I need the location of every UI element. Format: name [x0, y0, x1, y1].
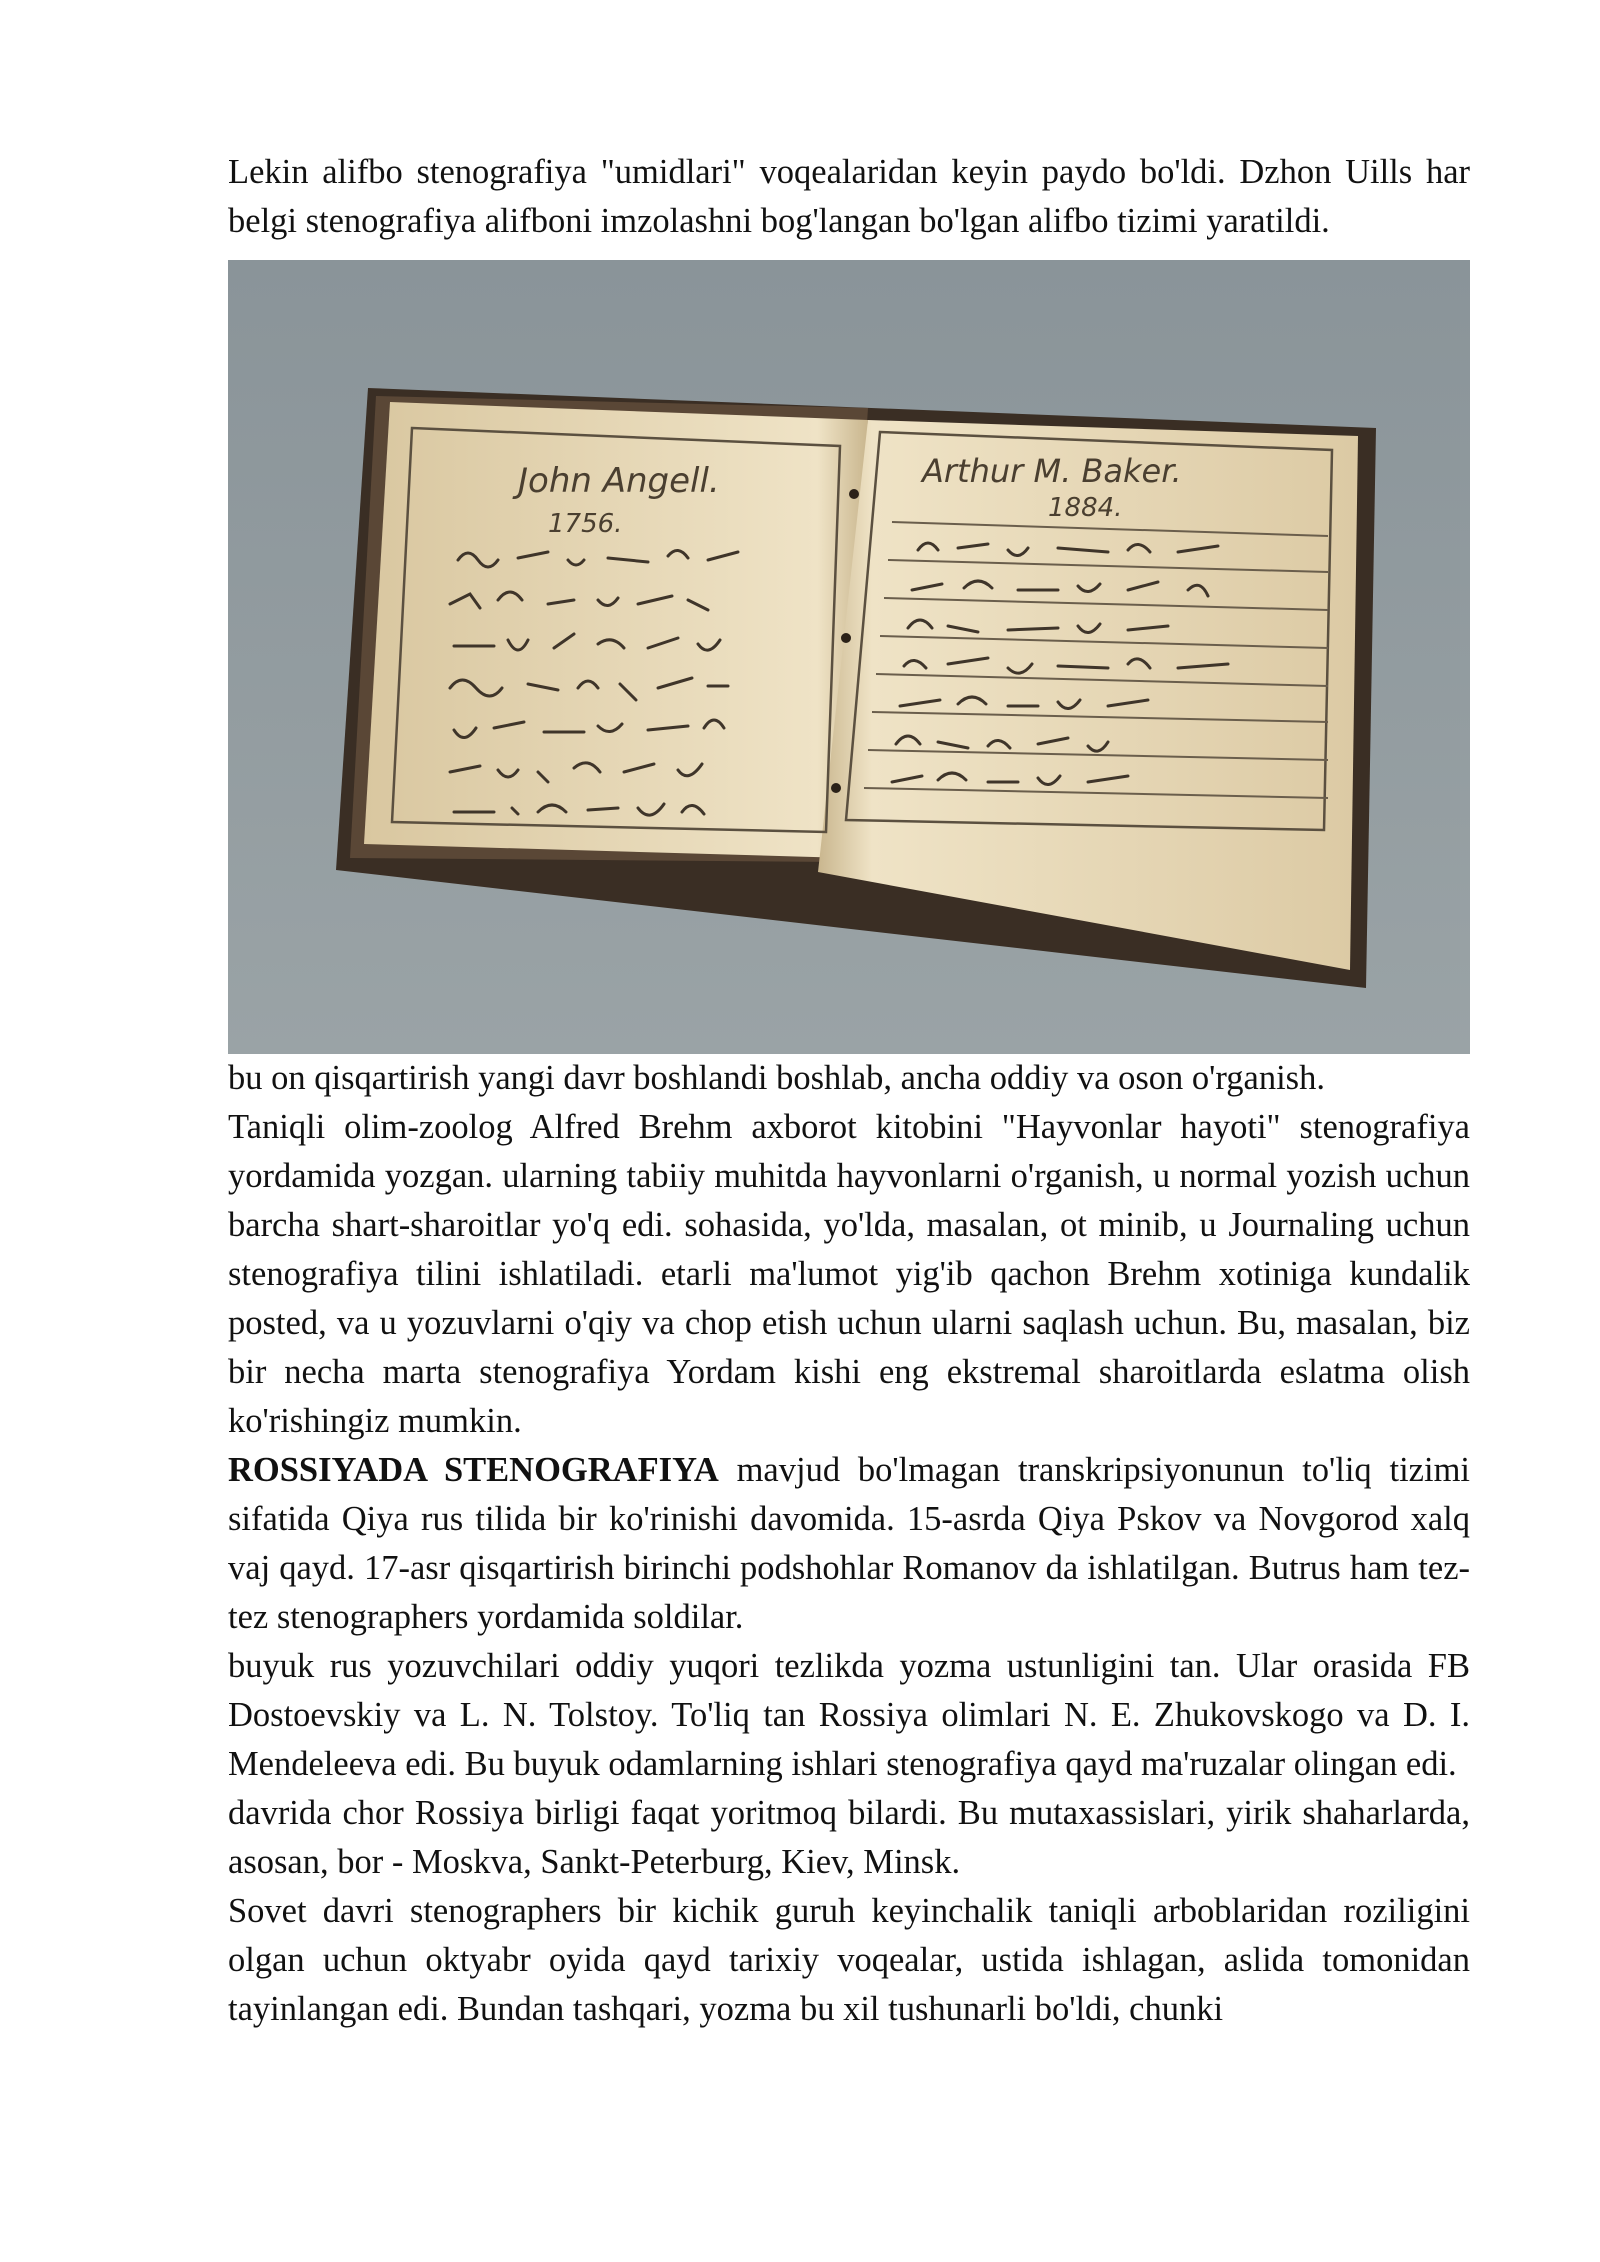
paragraph-3: [228, 1446, 1470, 1642]
paragraph-5: davrida chor Rossiya birligi faqat yoritmoq bilardi. Bu mutaxassislari, yirik shaharlarda, asosan, bor - Moskva, Sankt-Peterburg, Kiev, Minsk.: [228, 1794, 1470, 1881]
left-page-year: 1756.: [548, 509, 623, 539]
paragraph-1: bu on qisqartirish yangi davr boshlandi boshlab, ancha oddiy va oson o'rganish.: [228, 1059, 1325, 1097]
paragraph-2: Taniqli olim-zoolog Alfred Brehm axborot kitobini "Hayvonlar hayoti" stenografiya yordamida yozgan. ularning tabiiy muhitda hayvonlarni o'rganish, u normal yozish uchun barcha shart-sharoitlar yo'q edi. sohasida, yo'ldа, masalan, ot minib, u Journaling uchun stenografiya tilini ishlatiladi. etarli ma'lumot yig'ib qachon Brehm xotiniga kundalik posted, va u yozuvlarni o'qiy va chop etish uchun ularni saqlash uchun. Bu, masalan, biz bir necha marta stenografiya Yordam kishi eng ekstremal sharoitlarda eslatma olish ko'rishingiz mumkin.: [228, 1108, 1470, 1440]
paragraph-6: Sovet davri stenographers bir kichik guruh keyinchalik taniqli arboblaridan roziligini olgan uchun oktyabr oyida qayd tarixiy voqealar, ustida ishlagan, aslida tomonidan tayinlangan edi. Bundan tashqari, yozma bu xil tushunarli bo'ldi, chunki: [228, 1892, 1470, 2028]
right-page-year: 1884.: [1048, 493, 1123, 523]
right-page-name: Arthur M. Baker.: [922, 452, 1182, 490]
paragraph-4: buyuk rus yozuvchilari oddiy yuqori tezlikda yozma ustunligini tan. Ular orasida FB Dostoevskiy va L. N. Tolstoy. To'liq tan Rossiya olimlari N. E. Zhukovskogo va D. I. Mendeleeva edi. Bu buyuk odamlarning ishlari stenografiya qayd ma'ruzalar olingan edi.: [228, 1647, 1470, 1783]
section-heading-rossiyada: ROSSIYADA STENOGRAFIYA: [228, 1451, 719, 1489]
left-page-name: John Angell.: [518, 461, 720, 501]
paragraph-intro: Lekin alifbo stenografiya "umidlari" voqealaridan keyin paydo bo'ldi. Dzhon Uills har belgi stenografiya alifboni imzolashni bog'langan bo'lgan alifbo tizimi yaratildi.: [228, 153, 1470, 240]
paragraph-3-text: mavjud bo'lmagan transkripsiyonunun to'liq tizimi sifatida Qiya rus tilida bir ko'rinishi davomida. 15-asrda Qiya Pskov va Novgorod xalq vaj qayd. 17-asr qisqartirish birinchi podshohlar Romanov da ishlatilgan. Butrus ham tez-tez stenographers yordamida soldilar.: [228, 1451, 1470, 1636]
document-page: [228, 148, 1470, 2034]
shorthand-book-photo: [228, 260, 1470, 1054]
